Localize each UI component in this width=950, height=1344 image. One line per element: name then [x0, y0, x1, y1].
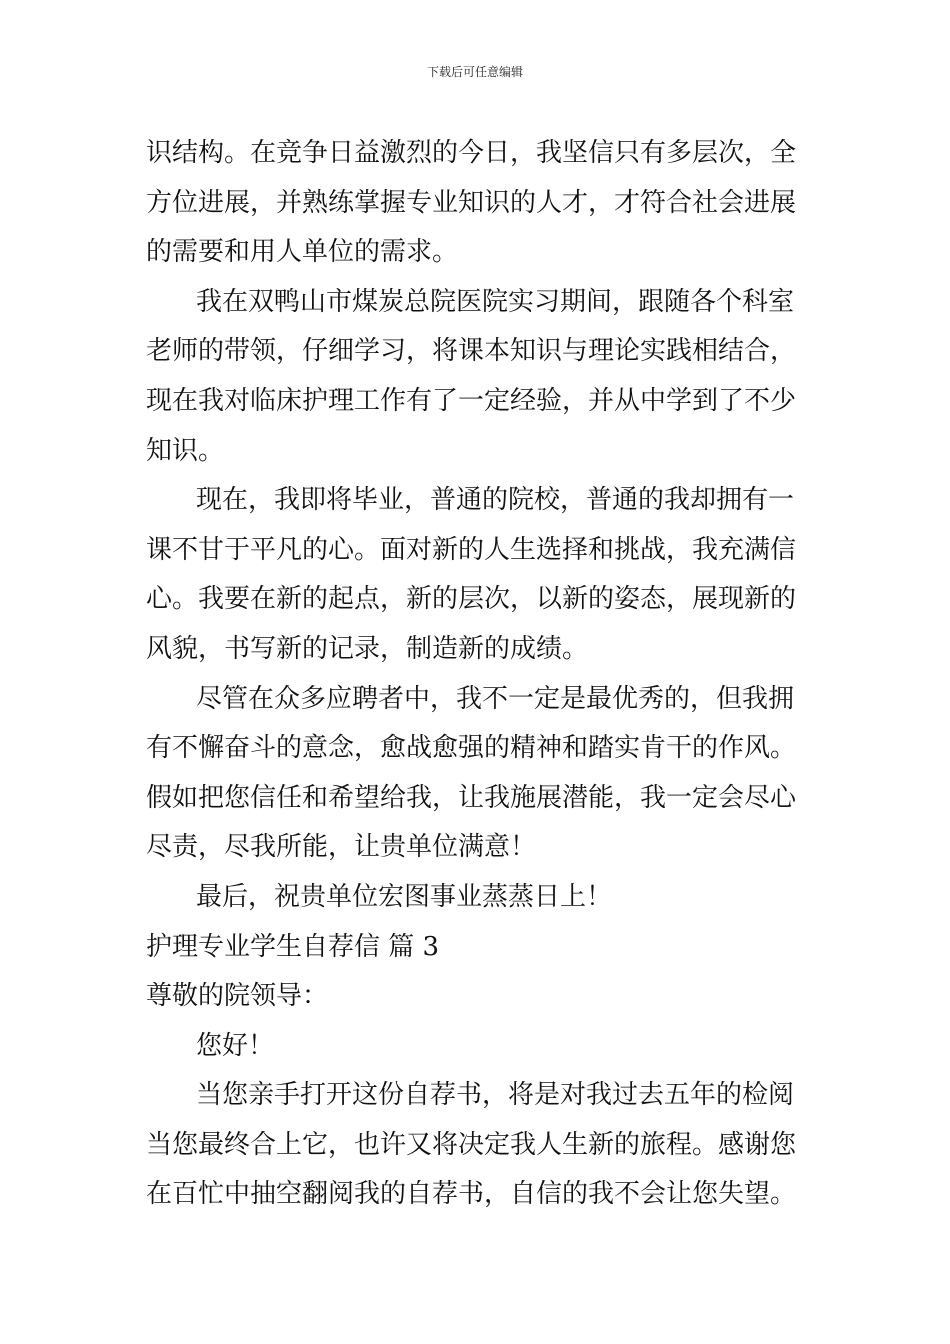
text-line: 现在，我即将毕业，普通的院校，普通的我却拥有一 [196, 485, 795, 516]
text-line: 课不甘于平凡的心。面对新的人生选择和挑战，我充满信 [146, 534, 797, 565]
salutation: 尊敬的院领导： [146, 981, 329, 1012]
text-line: 识结构。在竞争日益激烈的今日，我坚信只有多层次，全 [146, 138, 797, 168]
text-line: 我在双鸭山市煤炭总院医院实习期间，跟随各个科室 [196, 286, 795, 317]
text-line: 的需要和用人单位的需求。 [146, 237, 459, 268]
text-line: 方位进展，并熟练掌握专业知识的人才，才符合社会进展 [146, 187, 797, 218]
text-line: 最后，祝贵单位宏图事业蒸蒸日上！ [196, 881, 613, 912]
text-line: 假如把您信任和希望给我，让我施展潜能，我一定会尽心 [146, 782, 797, 813]
text-line: 心。我要在新的起点，新的层次，以新的姿态，展现新的 [146, 584, 797, 615]
text-line: 当您最终合上它，也许又将决定我人生新的旅程。感谢您 [146, 1129, 797, 1160]
text-line: 知识。 [146, 435, 225, 466]
text-line: 风貌，书写新的记录，制造新的成绩。 [146, 633, 589, 664]
text-line: 现在我对临床护理工作有了一定经验，并从中学到了不少 [146, 385, 797, 416]
text-line: 在百忙中抽空翻阅我的自荐书，自信的我不会让您失望。 [146, 1179, 797, 1210]
text-line: 尽管在众多应聘者中，我不一定是最优秀的，但我拥 [196, 683, 795, 714]
text-line: 老师的带领，仔细学习，将课本知识与理论实践相结合， [146, 336, 797, 367]
document-body [146, 129, 810, 1220]
page-header: 下载后可任意编辑 [426, 65, 523, 79]
greeting: 您好！ [196, 1030, 275, 1061]
section-heading: 护理专业学生自荐信 篇 3 [146, 931, 440, 962]
text-line: 当您亲手打开这份自荐书，将是对我过去五年的检阅 [196, 1080, 795, 1111]
text-line: 尽责，尽我所能，让贵单位满意！ [146, 832, 537, 863]
text-line: 有不懈奋斗的意念，愈战愈强的精神和踏实肯干的作风。 [146, 733, 797, 764]
